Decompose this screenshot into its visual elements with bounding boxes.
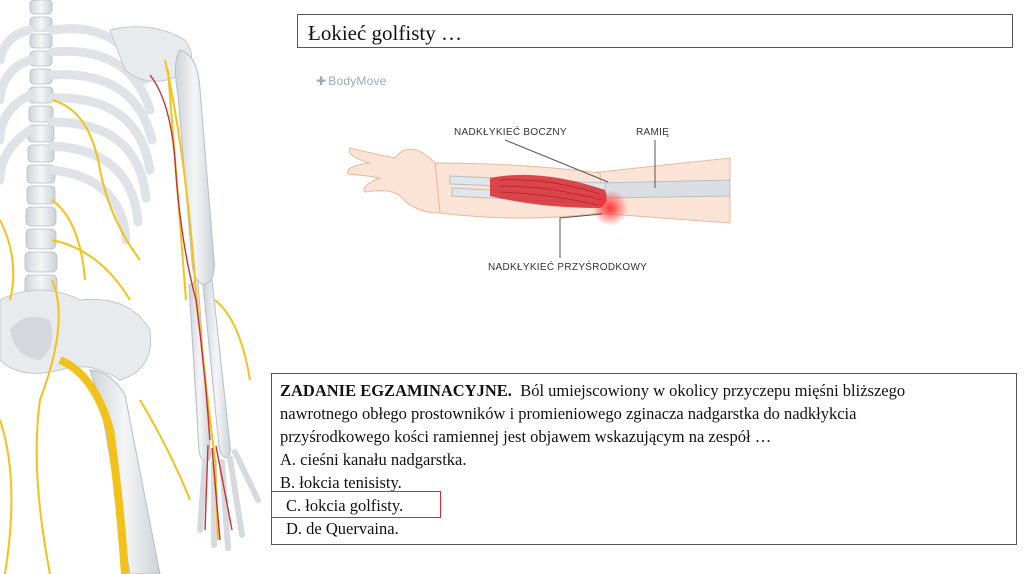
- question-line-2: nawrotnego obłego prostowników i promieniowego zginacza nadgarstka do nadkłykcia: [280, 404, 857, 423]
- option-c: C. łokcia golfisty.: [286, 496, 404, 515]
- elbow-diagram: [340, 118, 740, 278]
- exam-heading: ZADANIE EGZAMINACYJNE.: [280, 381, 512, 400]
- option-d: D. de Quervaina.: [286, 519, 399, 538]
- plus-icon: ✚: [316, 74, 327, 88]
- slide-title-text: Łokieć golfisty …: [308, 21, 462, 45]
- question-line-3: przyśrodkowego kości ramiennej jest objawem wskazującym na zespół …: [280, 427, 772, 446]
- question-first-line: [280, 379, 1008, 402]
- label-medial-epicondyle: NADKŁYKIEĆ PRZYŚRODKOWY: [488, 262, 648, 273]
- label-lateral-epicondyle: NADKŁYKIEĆ BOCZNY: [454, 127, 567, 138]
- logo-text: BodyMove: [328, 74, 387, 88]
- skeleton-illustration: [0, 0, 270, 574]
- option-b: B. łokcia tenisisty.: [280, 473, 402, 492]
- question-line-1: Ból umiejscowiony w okolicy przyczepu mięśni bliższego: [520, 381, 906, 400]
- exam-question-box: [271, 373, 1017, 545]
- slide-title: [297, 14, 1013, 48]
- correct-answer-highlight: [271, 491, 441, 518]
- bodymove-logo: [316, 74, 387, 88]
- option-a: A. cieśni kanału nadgarstka.: [280, 450, 467, 469]
- label-arm: RAMIĘ: [636, 127, 670, 138]
